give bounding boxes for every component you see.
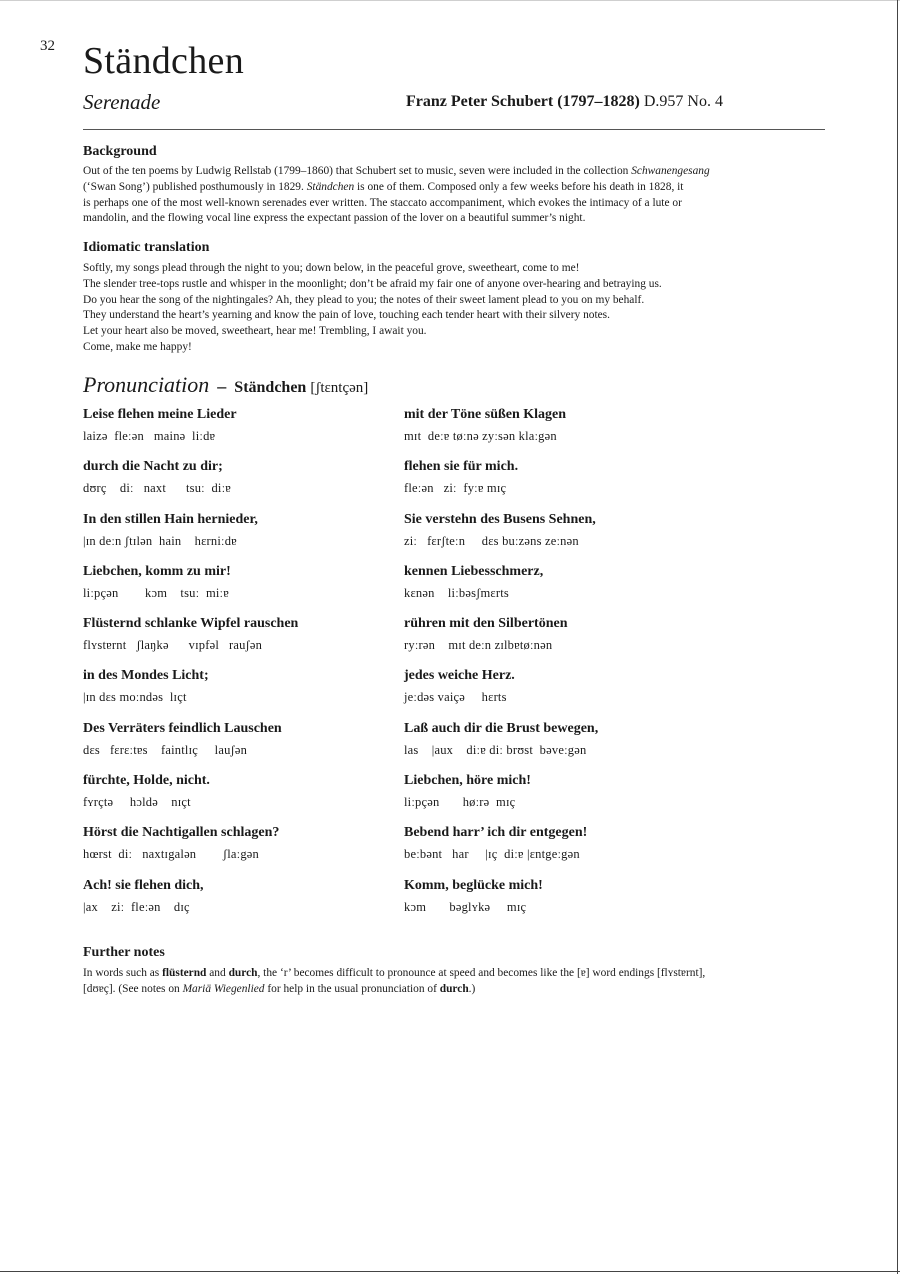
notes-text: for help in the usual pronunciation of [264, 982, 440, 995]
verse-ipa: liːpçən høːrə mɪç [404, 795, 516, 810]
verse-ipa: ryːrən mɪt deːn zɪlbɐtøːnən [404, 638, 553, 653]
translation-line: Come, make me happy! [83, 340, 192, 353]
verse-text: jedes weiche Herz. [404, 668, 515, 684]
background-line: mandolin, and the flowing vocal line express the expectant passion of the lover on a beautiful summer’s night. [83, 212, 586, 225]
verse-ipa: fleːən ziː fyːɐ mɪç [404, 481, 507, 496]
verse-ipa: |ɪn dɛs moːndəs lɪçt [83, 690, 187, 705]
verse-text: fürchte, Holde, nicht. [83, 773, 210, 789]
verse-text: Flüsternd schlanke Wipfel rauschen [83, 616, 299, 632]
subtitle: Serenade [83, 90, 161, 114]
verse-line [83, 771, 383, 823]
page-bottom-edge [0, 1271, 900, 1272]
verse-text: Leise flehen meine Lieder [83, 407, 237, 422]
verse-line [83, 614, 383, 666]
further-notes-heading: Further notes [83, 945, 165, 960]
verse-ipa: |ɪn deːn ʃtɪlən hain hɛrniːdɐ [83, 533, 237, 548]
background-text: Out of the ten poems by Ludwig Rellstab (1799–1860) that Schubert set to music, seven were included in the collection [83, 165, 632, 177]
notes-text: [dʊɐç]. (See notes on [83, 982, 183, 995]
verse-text: Sie verstehn des Busens Sehnen, [404, 511, 596, 527]
verse-text: Laß auch dir die Brust bewegen, [404, 720, 599, 736]
verse-ipa: hœrst diː naxtɪgalən ʃlaːgən [83, 847, 259, 862]
verses-left-column [83, 405, 383, 928]
page-title: Ständchen [83, 40, 244, 82]
verse-ipa: kɔm bəglʏkə mɪç [404, 899, 527, 914]
pronunciation-heading [83, 372, 368, 398]
verse-line [83, 876, 383, 928]
verse-text: Komm, beglücke mich! [404, 877, 543, 893]
translation-line: Softly, my songs plead through the night to you; down below, in the peaceful grove, sweetheart, come to me! [83, 262, 580, 274]
verse-line [404, 823, 734, 875]
verse-text: kennen Liebesschmerz, [404, 563, 544, 579]
verse-line [83, 457, 383, 509]
verse-text: Liebchen, höre mich! [404, 773, 531, 789]
verse-text: Des Verräters feindlich Lauschen [83, 720, 282, 736]
verse-text: Ach! sie flehen dich, [83, 877, 204, 893]
verse-line [404, 666, 734, 718]
background-line: is perhaps one of the most well-known serenades ever written. The staccato accompaniment, which evokes the intimacy of a lute or [83, 196, 682, 209]
verse-ipa: dʊrç diː naxt tsuː diːɐ [83, 481, 232, 496]
verse-line [83, 823, 383, 875]
verse-ipa: beːbənt har |ɪç diːɐ |ɛntgeːgən [404, 847, 580, 862]
verse-ipa: flʏstɐrnt ʃlaŋkə vɪpfəl rauʃən [83, 638, 263, 653]
verse-ipa: liːpçən kɔm tsuː miːɐ [83, 585, 229, 600]
verse-text: durch die Nacht zu dir; [83, 459, 223, 475]
verse-text: flehen sie für mich. [404, 459, 519, 475]
verse-line [83, 562, 383, 614]
translation-line: The slender tree-tops rustle and whisper in the moonlight; don’t be afraid my fair one of anyone over-hearing and betraying us. [83, 277, 662, 290]
verse-line [404, 405, 734, 457]
title-rule [83, 129, 825, 130]
notes-work-title: Mariä Wiegenlied [182, 982, 265, 995]
verse-ipa: las |aux diːɐ diː brʊst bəveːgən [404, 742, 587, 757]
verses-right-column [404, 405, 734, 928]
notes-text: and [206, 967, 229, 979]
notes-keyword: durch [439, 982, 469, 995]
verse-ipa: |ax ziː fleːən dɪç [83, 899, 190, 914]
verse-ipa: laizə fleːən mainə liːdɐ [83, 429, 216, 443]
page-number: 32 [40, 38, 55, 54]
composer-name: Franz Peter Schubert (1797–1828) [406, 93, 640, 110]
verse-ipa: mɪt deːɐ tøːnə zyːsən klaːgən [404, 429, 557, 443]
pronunciation-ipa: [ʃtɛntçən] [310, 380, 369, 396]
verse-line [83, 405, 383, 457]
verse-text: in des Mondes Licht; [83, 668, 209, 684]
verse-text: rühren mit den Silbertönen [404, 616, 568, 632]
pronunciation-label: Pronunciation [83, 372, 210, 397]
work-title: Ständchen [306, 180, 355, 193]
verse-line [404, 719, 734, 771]
notes-line [83, 966, 828, 982]
notes-keyword: durch [228, 967, 258, 979]
notes-text: , the ‘r’ becomes difficult to pronounce at speed and becomes like the [ɐ] word endings [flʏstɐrnt], [257, 967, 706, 979]
page-top-edge [0, 0, 900, 1]
verse-text: Hörst die Nachtigallen schlagen? [83, 825, 280, 841]
notes-keyword: flüsternd [162, 967, 207, 979]
pronunciation-word: Ständchen [234, 379, 307, 396]
notes-text: .) [468, 982, 476, 995]
catalog-number: D.957 No. 4 [643, 93, 723, 110]
verse-line [404, 562, 734, 614]
verse-text: In den stillen Hain hernieder, [83, 511, 258, 527]
verse-line [404, 876, 734, 928]
translation-line: Do you hear the song of the nightingales? Ah, they plead to you; the notes of their sweet lament plead to you on my behalf. [83, 293, 645, 306]
verse-ipa: ziː fɛrʃteːn dɛs buːzəns zeːnən [404, 533, 579, 548]
verse-text: mit der Töne süßen Klagen [404, 407, 567, 422]
translation-heading: Idiomatic translation [83, 240, 210, 255]
verse-ipa: dɛs fɛrɛːtɐs faintlɪç lauʃən [83, 742, 248, 757]
page-right-edge [897, 0, 898, 1274]
verse-line [83, 666, 383, 718]
verse-ipa: jeːdəs vaiçə hɛrts [404, 690, 507, 705]
verse-line [404, 771, 734, 823]
background-line [83, 164, 828, 180]
composer-line [406, 93, 723, 111]
background-paragraph [83, 164, 828, 227]
notes-text: In words such as [83, 967, 163, 979]
verse-line [404, 614, 734, 666]
further-notes-paragraph [83, 966, 828, 998]
verse-line [83, 510, 383, 562]
verse-line [83, 719, 383, 771]
translation-line: Let your heart also be moved, sweetheart, hear me! Trembling, I await you. [83, 325, 427, 338]
verse-text: Bebend harr’ ich dir entgegen! [404, 825, 588, 841]
verse-line [404, 510, 734, 562]
verse-text: Liebchen, komm zu mir! [83, 563, 231, 579]
translation-line: They understand the heart’s yearning and know the pain of love, touching each tender heart with their silvery notes. [83, 309, 610, 322]
verse-ipa: fʏrçtə hɔldə nɪçt [83, 795, 191, 810]
background-line: (‘Swan Song’) published posthumously in 1829. Ständchen is one of them. Composed only a few weeks before his death in 1828, it [83, 180, 684, 193]
heading-dash: – [217, 376, 227, 396]
notes-line [83, 982, 828, 998]
background-heading: Background [83, 144, 157, 159]
verse-ipa: kɛnən liːbəsʃmɛrts [404, 585, 509, 600]
verse-line [404, 457, 734, 509]
translation-paragraph [83, 261, 828, 356]
work-title: Schwanengesang [631, 165, 710, 177]
